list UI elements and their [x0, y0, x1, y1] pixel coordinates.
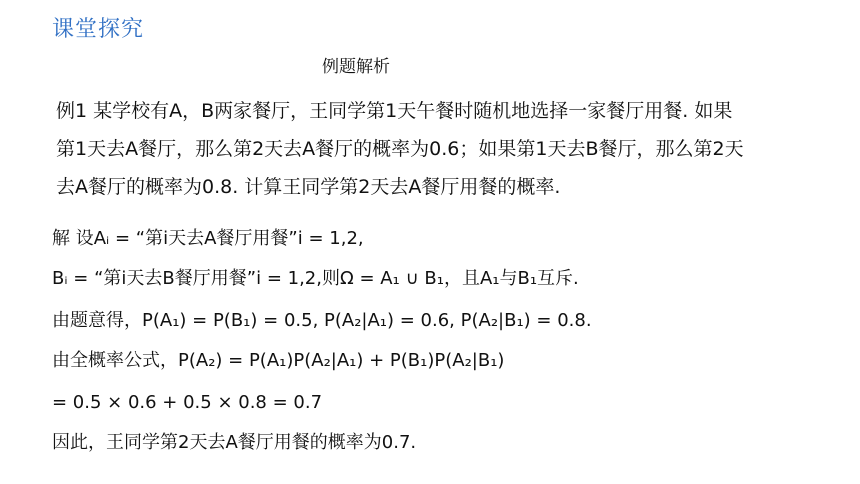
problem-line: 第1天去A餐厅，那么第2天去A餐厅的概率为0.6；如果第1天去B餐厅，那么第2天 — [56, 138, 744, 160]
solution-line: 解 设Aᵢ = “第i天去A餐厅用餐”i = 1,2, — [52, 228, 364, 249]
section-title: 课堂探究 — [52, 17, 145, 42]
solution-line: 因此，王同学第2天去A餐厅用餐的概率为0.7. — [52, 432, 417, 453]
problem-line: 去A餐厅的概率为0.8. 计算王同学第2天去A餐厅用餐的概率. — [56, 176, 561, 198]
problem-statement — [52, 92, 828, 204]
solution-line: 由全概率公式，P(A₂) = P(A₁)P(A₂|A₁) + P(B₁)P(A₂|B₁) — [52, 350, 505, 371]
problem-line: 例1 某学校有A，B两家餐厅，王同学第1天午餐时随机地选择一家餐厅用餐. 如果 — [56, 100, 733, 122]
solution-line: = 0.5 × 0.6 + 0.5 × 0.8 = 0.7 — [52, 392, 323, 413]
example-heading: 例题解析 — [322, 57, 390, 77]
solution-line: Bᵢ = “第i天去B餐厅用餐”i = 1,2,则Ω = A₁ ∪ B₁，且A₁与B₁互斥. — [52, 268, 579, 289]
solution-line: 由题意得，P(A₁) = P(B₁) = 0.5, P(A₂|A₁) = 0.6, P(A₂|B₁) = 0.8. — [52, 310, 592, 331]
